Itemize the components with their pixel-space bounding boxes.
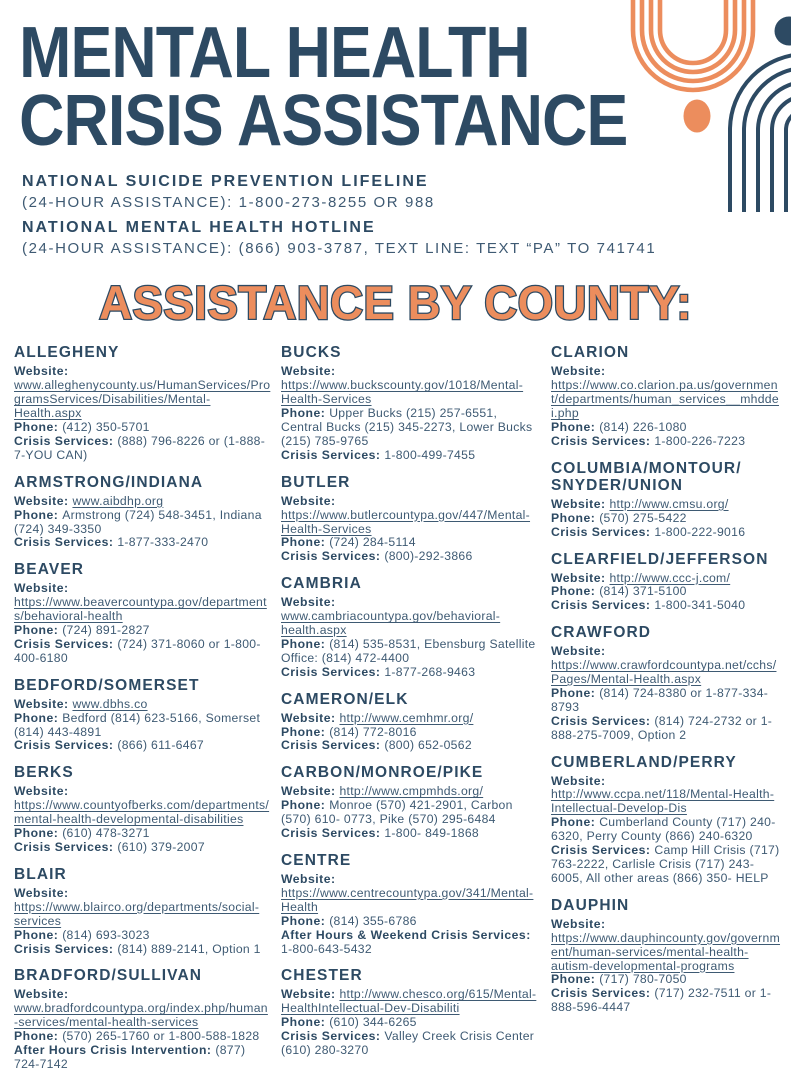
- field-value: (814) 371-5100: [599, 584, 687, 598]
- county-entry: [551, 624, 781, 742]
- field-label: Crisis Services:: [14, 738, 117, 752]
- field-value: (814) 535-8531, Ebensburg Satellite Office: (814) 472-4400: [281, 637, 536, 665]
- field-value: (412) 350-5701: [62, 420, 150, 434]
- county-field: [551, 512, 781, 526]
- field-label: Crisis Services:: [281, 738, 384, 752]
- field-label: Crisis Services:: [551, 434, 654, 448]
- county-field: [14, 785, 271, 827]
- county-field: [281, 929, 541, 957]
- county-website-link[interactable]: https://www.centrecountypa.gov/341/Mental-Health: [281, 886, 533, 914]
- county-field: [551, 572, 781, 586]
- county-name: COLUMBIA/MONTOUR/ SNYDER/UNION: [551, 460, 781, 494]
- field-label: Crisis Services:: [281, 549, 384, 563]
- hotline-name: NATIONAL SUICIDE PREVENTION LIFELINE: [22, 173, 791, 191]
- county-entry: [551, 551, 781, 614]
- field-value: (877) 724-7142: [14, 1043, 245, 1071]
- county-field: [551, 599, 781, 613]
- county-field: [281, 739, 541, 753]
- county-field: [14, 495, 271, 509]
- field-label: Phone:: [281, 1015, 329, 1029]
- county-entry: [14, 344, 271, 462]
- county-website-link[interactable]: https://www.dauphincounty.gov/government/human-services/mental-health-autism-developmental-programs: [551, 931, 780, 973]
- county-entry: [281, 691, 541, 754]
- county-name: BUCKS: [281, 344, 541, 361]
- county-field: [551, 526, 781, 540]
- field-label: Website:: [14, 886, 69, 900]
- field-value: (888) 796-8226 or (1-888-7-YOU CAN): [14, 434, 265, 462]
- page-title: [0, 0, 688, 155]
- county-field: [551, 844, 781, 886]
- county-name: CUMBERLAND/PERRY: [551, 754, 781, 771]
- field-label: Phone:: [281, 637, 329, 651]
- hotline-detail: (24-HOUR ASSISTANCE): (866) 903-3787, TEXT LINE: TEXT “PA” TO 741741: [22, 240, 791, 257]
- county-name: ARMSTRONG/INDIANA: [14, 474, 271, 491]
- county-entry: [281, 344, 541, 462]
- county-field: [551, 918, 781, 974]
- field-label: Crisis Services:: [14, 434, 117, 448]
- county-field: [14, 698, 271, 712]
- county-website-link[interactable]: http://www.chesco.org/615/Mental-HealthIntellectual-Dev-Disabiliti: [281, 987, 536, 1015]
- field-value: 1-800- 849-1868: [384, 826, 479, 840]
- county-field: [281, 666, 541, 680]
- field-value: (814) 724-2732 or 1-888-275-7009, Option 2: [551, 714, 772, 742]
- county-field: [551, 645, 781, 687]
- county-website-link[interactable]: https://www.blairco.org/departments/social-services: [14, 900, 259, 928]
- field-label: Phone:: [14, 508, 62, 522]
- field-value: (724) 371-8060 or 1-800-400-6180: [14, 637, 261, 665]
- field-label: Phone:: [551, 972, 599, 986]
- county-field: [281, 915, 541, 929]
- county-field: [551, 715, 781, 743]
- county-field: [14, 509, 271, 537]
- county-field: [281, 827, 541, 841]
- page-title-line2: CRISIS ASSISTANCE: [19, 81, 627, 161]
- field-label: Phone:: [551, 584, 599, 598]
- field-value: 1-800-226-7223: [654, 434, 745, 448]
- county-entry: [14, 866, 271, 957]
- field-value: Bedford (814) 623-5166, Somerset (814) 443-4891: [14, 711, 260, 739]
- field-value: Upper Bucks (215) 257-6551, Central Bucks (215) 345-2273, Lower Bucks (215) 785-9765: [281, 406, 532, 448]
- county-name: BEAVER: [14, 561, 271, 578]
- county-field: [281, 449, 541, 463]
- field-label: Crisis Services:: [281, 1029, 384, 1043]
- field-label: Phone:: [14, 623, 62, 637]
- section-header: ASSISTANCE BY COUNTY:: [12, 275, 779, 330]
- field-value: Monroe (570) 421-2901, Carbon (570) 610- 0773, Pike (570) 295-6484: [281, 798, 513, 826]
- field-value: Camp Hill Crisis (717) 763-2222, Carlisle Crisis (717) 243-6005, All other areas (866) 350- HELP: [551, 843, 779, 885]
- county-website-link[interactable]: http://www.cemhmr.org/: [339, 711, 473, 725]
- county-website-link[interactable]: www.dbhs.co: [72, 697, 147, 711]
- county-website-link[interactable]: www.bradfordcountypa.org/index.php/human-services/mental-health-services: [14, 1001, 268, 1029]
- field-label: Website:: [14, 697, 72, 711]
- county-field: [281, 1030, 541, 1058]
- field-label: Phone:: [551, 686, 599, 700]
- field-label: Phone:: [551, 420, 599, 434]
- field-value: Valley Creek Crisis Center (610) 280-3270: [281, 1029, 534, 1057]
- national-hotlines: [22, 173, 791, 257]
- field-value: (800)-292-3866: [384, 549, 472, 563]
- field-label: Crisis Services:: [551, 598, 654, 612]
- field-value: (717) 780-7050: [599, 972, 687, 986]
- field-value: (814) 693-3023: [62, 928, 150, 942]
- county-field: [281, 712, 541, 726]
- county-column: [14, 344, 271, 1083]
- field-label: Website:: [14, 784, 69, 798]
- field-value: (814) 889-2141, Option 1: [117, 942, 260, 956]
- county-column: [551, 344, 781, 1083]
- county-name: CRAWFORD: [551, 624, 781, 641]
- field-value: Cumberland County (717) 240-6320, Perry County (866) 240-6320: [551, 815, 776, 843]
- field-label: Website:: [281, 595, 336, 609]
- field-value: 1-877-268-9463: [384, 665, 475, 679]
- county-entry: [281, 852, 541, 956]
- field-value: (570) 275-5422: [599, 511, 687, 525]
- county-field: [14, 536, 271, 550]
- field-label: Website:: [281, 784, 339, 798]
- field-value: 1-800-499-7455: [384, 448, 475, 462]
- county-field: [14, 1030, 271, 1044]
- county-field: [14, 365, 271, 421]
- field-label: Phone:: [551, 511, 599, 525]
- county-field: [14, 435, 271, 463]
- county-entry: [14, 474, 271, 551]
- field-label: Crisis Services:: [281, 665, 384, 679]
- county-entry: [281, 764, 541, 841]
- hotline-name: NATIONAL MENTAL HEALTH HOTLINE: [22, 219, 791, 237]
- county-field: [551, 365, 781, 421]
- county-website-link[interactable]: https://www.co.clarion.pa.us/government/departments/human_services__mhddei.php: [551, 378, 779, 420]
- field-label: Crisis Services:: [281, 826, 384, 840]
- county-name: ALLEGHENY: [14, 344, 271, 361]
- county-field: [551, 435, 781, 449]
- county-field: [551, 687, 781, 715]
- county-name: BRADFORD/SULLIVAN: [14, 967, 271, 984]
- field-label: Crisis Services:: [14, 840, 117, 854]
- field-label: Website:: [14, 987, 69, 1001]
- county-name: CLEARFIELD/JEFFERSON: [551, 551, 781, 568]
- field-label: Website:: [281, 872, 336, 886]
- county-name: CAMERON/ELK: [281, 691, 541, 708]
- field-label: Crisis Services:: [551, 843, 654, 857]
- field-label: Website:: [281, 494, 336, 508]
- county-website-link[interactable]: https://www.buckscounty.gov/1018/Mental-Health-Services: [281, 378, 523, 406]
- county-field: [551, 585, 781, 599]
- field-label: Website:: [551, 644, 606, 658]
- field-label: Website:: [551, 497, 609, 511]
- county-entry: [551, 754, 781, 886]
- field-label: After Hours & Weekend Crisis Services:: [281, 928, 531, 942]
- county-field: [551, 775, 781, 817]
- county-entry: [551, 344, 781, 448]
- field-label: Phone:: [14, 711, 62, 725]
- county-field: [281, 799, 541, 827]
- county-entry: [281, 967, 541, 1058]
- county-column: [281, 344, 541, 1083]
- county-website-link[interactable]: https://www.crawfordcountypa.net/cchs/Pages/Mental-Health.aspx: [551, 658, 776, 686]
- county-field: [14, 638, 271, 666]
- field-value: (570) 265-1760 or 1-800-588-1828: [62, 1029, 259, 1043]
- county-field: [281, 726, 541, 740]
- field-value: (814) 355-6786: [329, 914, 417, 928]
- field-value: 1-800-341-5040: [654, 598, 745, 612]
- county-name: CENTRE: [281, 852, 541, 869]
- field-label: Website:: [551, 571, 609, 585]
- field-label: Website:: [281, 987, 339, 1001]
- county-field: [14, 582, 271, 624]
- page-title-line1: MENTAL HEALTH: [19, 13, 530, 93]
- field-label: Crisis Services:: [551, 714, 654, 728]
- county-entry: [14, 561, 271, 665]
- field-value: (814) 724-8380 or 1-877-334-8793: [551, 686, 768, 714]
- county-website-link[interactable]: https://www.beavercountypa.gov/departments/behavioral-health: [14, 595, 267, 623]
- field-label: After Hours Crisis Intervention:: [14, 1043, 215, 1057]
- field-value: (610) 344-6265: [329, 1015, 417, 1029]
- field-label: Phone:: [281, 406, 329, 420]
- county-name: BLAIR: [14, 866, 271, 883]
- county-field: [14, 712, 271, 740]
- county-name: DAUPHIN: [551, 897, 781, 914]
- county-entry: [551, 897, 781, 1015]
- field-label: Website:: [551, 364, 606, 378]
- field-value: 1-800-222-9016: [654, 525, 745, 539]
- county-field: [14, 421, 271, 435]
- county-entry: [281, 474, 541, 565]
- county-entry: [281, 575, 541, 679]
- county-field: [281, 638, 541, 666]
- county-website-link[interactable]: https://www.countyofberks.com/departments/mental-health-developmental-disabilities: [14, 798, 269, 826]
- county-website-link[interactable]: www.aibdhp.org: [72, 494, 163, 508]
- county-name: BERKS: [14, 764, 271, 781]
- county-field: [14, 827, 271, 841]
- county-field: [14, 929, 271, 943]
- field-label: Crisis Services:: [551, 525, 654, 539]
- county-name: CLARION: [551, 344, 781, 361]
- county-entry: [14, 967, 271, 1071]
- county-name: BUTLER: [281, 474, 541, 491]
- field-label: Crisis Services:: [14, 637, 117, 651]
- field-label: Phone:: [281, 798, 329, 812]
- field-label: Phone:: [14, 1029, 62, 1043]
- field-label: Crisis Services:: [551, 986, 654, 1000]
- field-value: (610) 478-3271: [62, 826, 150, 840]
- field-value: (724) 891-2827: [62, 623, 150, 637]
- county-field: [551, 973, 781, 987]
- field-label: Phone:: [551, 815, 599, 829]
- navy-corner-dot-icon: [775, 17, 791, 46]
- field-label: Phone:: [281, 725, 329, 739]
- field-label: Website:: [14, 494, 72, 508]
- field-value: (800) 652-0562: [384, 738, 472, 752]
- county-field: [281, 785, 541, 799]
- field-label: Phone:: [14, 420, 62, 434]
- county-name: CHESTER: [281, 967, 541, 984]
- field-value: (717) 232-7511 or 1-888-596-4447: [551, 986, 771, 1014]
- county-website-link[interactable]: http://www.ccpa.net/118/Mental-Health-Intellectual-Develop-Dis: [551, 787, 774, 815]
- county-website-link[interactable]: http://www.cmsu.org/: [609, 497, 728, 511]
- county-field: [281, 495, 541, 537]
- field-value: (814) 226-1080: [599, 420, 687, 434]
- field-label: Website:: [551, 917, 606, 931]
- county-field: [551, 498, 781, 512]
- county-columns: [0, 344, 791, 1083]
- county-field: [14, 887, 271, 929]
- county-entry: [14, 677, 271, 754]
- hotline-detail: (24-HOUR ASSISTANCE): 1-800-273-8255 OR 988: [22, 194, 791, 211]
- county-field: [281, 988, 541, 1016]
- county-field: [281, 596, 541, 638]
- county-field: [551, 987, 781, 1015]
- field-label: Phone:: [281, 914, 329, 928]
- field-label: Phone:: [14, 928, 62, 942]
- county-field: [281, 536, 541, 550]
- field-value: 1-877-333-2470: [117, 535, 208, 549]
- county-website-link[interactable]: http://www.cmpmhds.org/: [339, 784, 483, 798]
- field-value: (724) 284-5114: [329, 535, 416, 549]
- field-value: Armstrong (724) 548-3451, Indiana (724) 349-3350: [14, 508, 262, 536]
- county-field: [14, 841, 271, 855]
- county-website-link[interactable]: www.alleghenycounty.us/HumanServices/ProgramsServices/Disabilities/Mental-Health.aspx: [14, 378, 270, 420]
- county-field: [14, 624, 271, 638]
- field-label: Website:: [14, 364, 69, 378]
- field-value: (610) 379-2007: [117, 840, 205, 854]
- county-field: [281, 1016, 541, 1030]
- county-field: [14, 739, 271, 753]
- county-field: [281, 873, 541, 915]
- county-field: [281, 550, 541, 564]
- field-value: (814) 772-8016: [329, 725, 417, 739]
- field-label: Crisis Services:: [14, 942, 117, 956]
- county-field: [551, 421, 781, 435]
- field-value: (866) 611-6467: [117, 738, 204, 752]
- county-entry: [551, 460, 781, 540]
- county-field: [281, 407, 541, 449]
- county-field: [14, 943, 271, 957]
- county-website-link[interactable]: http://www.ccc-j.com/: [609, 571, 730, 585]
- field-label: Website:: [14, 581, 69, 595]
- field-label: Phone:: [281, 535, 329, 549]
- county-field: [14, 1044, 271, 1072]
- field-value: 1-800-643-5432: [281, 942, 372, 956]
- county-name: CAMBRIA: [281, 575, 541, 592]
- county-entry: [14, 764, 271, 855]
- field-label: Website:: [551, 774, 606, 788]
- field-label: Crisis Services:: [14, 535, 117, 549]
- field-label: Phone:: [14, 826, 62, 840]
- county-name: BEDFORD/SOMERSET: [14, 677, 271, 694]
- county-website-link[interactable]: www.cambriacountypa.gov/behavioral-health.aspx: [281, 609, 500, 637]
- field-label: Website:: [281, 711, 339, 725]
- field-label: Website:: [281, 364, 336, 378]
- county-website-link[interactable]: https://www.butlercountypa.gov/447/Mental-Health-Services: [281, 508, 530, 536]
- county-name: CARBON/MONROE/PIKE: [281, 764, 541, 781]
- field-label: Crisis Services:: [281, 448, 384, 462]
- county-field: [281, 365, 541, 407]
- county-field: [551, 816, 781, 844]
